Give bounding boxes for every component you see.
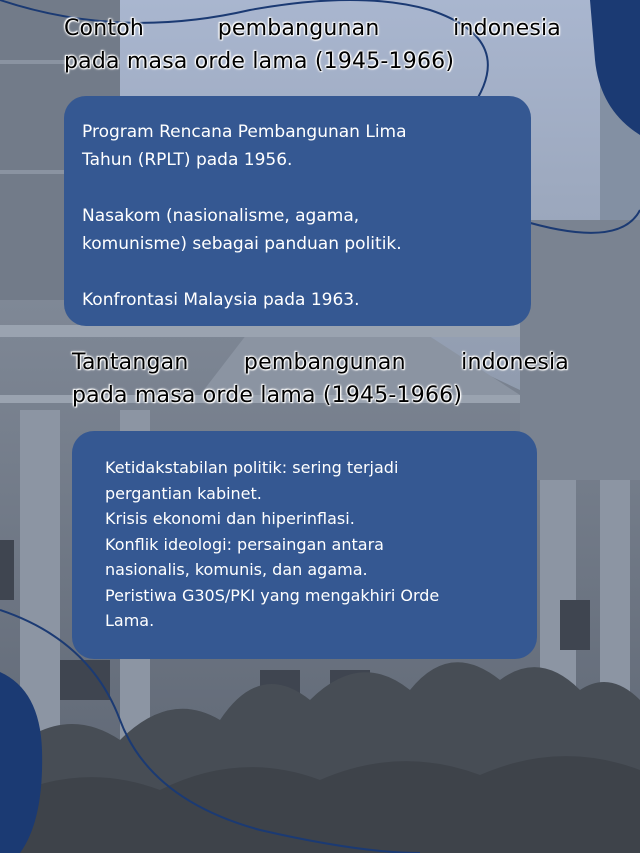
section2-item: Ketidakstabilan politik: sering terjadi pergantian kabinet. bbox=[105, 458, 399, 503]
section2-item: Peristiwa G30S/PKI yang mengakhiri Orde Lama. bbox=[105, 585, 440, 630]
section2-title bbox=[72, 346, 569, 412]
section1-item: Program Rencana Pembangunan Lima Tahun (RPLT) pada 1956. bbox=[82, 122, 407, 170]
section1-title-word: Contoh bbox=[64, 16, 144, 41]
section1-item: Nasakom (nasionalisme, agama, komunisme) sebagai panduan politik. bbox=[82, 206, 402, 254]
section1-title bbox=[64, 12, 561, 78]
section1-title-word: pembangunan bbox=[217, 16, 380, 41]
section2-item: Krisis ekonomi dan hiperinflasi. bbox=[105, 509, 355, 528]
section2-title-word: indonesia bbox=[461, 350, 569, 375]
section1-title-line2: pada masa orde lama (1945-1966) bbox=[64, 49, 455, 74]
section2-item: Konflik ideologi: persaingan antara nasionalis, komunis, dan agama. bbox=[105, 534, 384, 579]
section1-item: Konfrontasi Malaysia pada 1963. bbox=[82, 290, 360, 310]
section1-card bbox=[64, 96, 531, 326]
section2-title-word: pembangunan bbox=[243, 350, 406, 375]
section2-card bbox=[72, 431, 537, 659]
section1-title-word: indonesia bbox=[453, 16, 561, 41]
section2-title-word: Tantangan bbox=[72, 350, 189, 375]
section2-title-line2: pada masa orde lama (1945-1966) bbox=[72, 383, 463, 408]
